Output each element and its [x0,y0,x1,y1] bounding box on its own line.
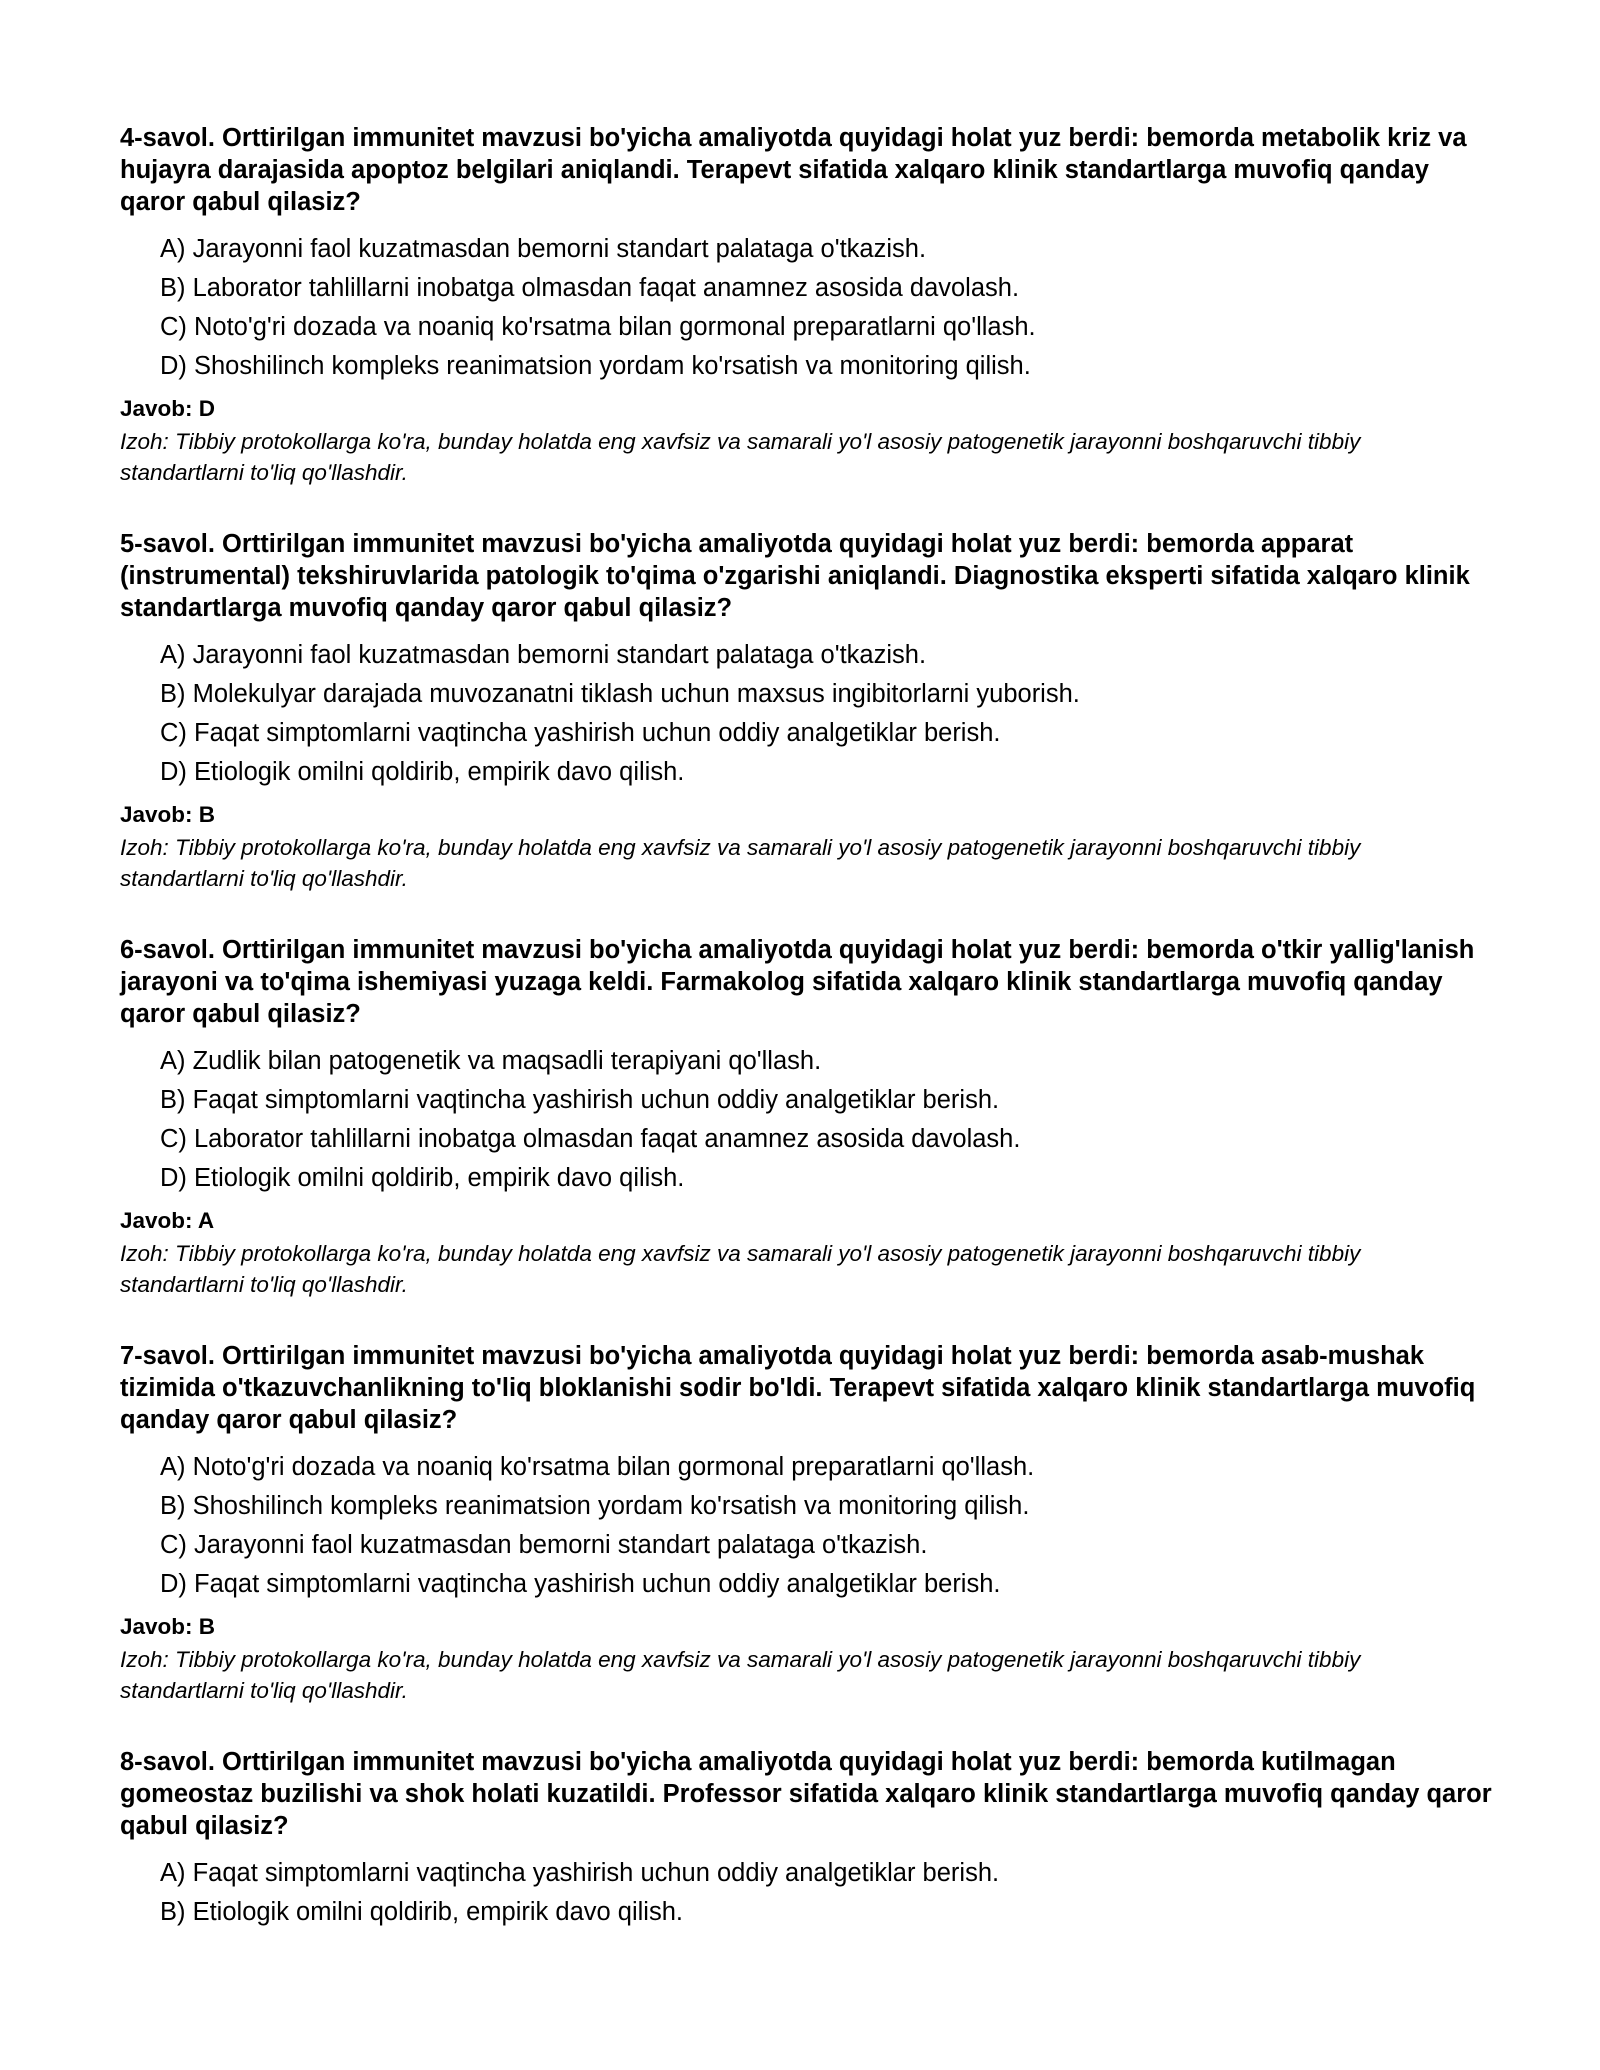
option-c: C) Noto'g'ri dozada va noaniq ko'rsatma bilan gormonal preparatlarni qo'llash. [160,313,1036,341]
option-d: D) Shoshilinch kompleks reanimatsion yordam ko'rsatish va monitoring qilish. [160,352,1031,380]
option-list [120,1042,1500,1198]
option-c: C) Jarayonni faol kuzatmasdan bemorni standart palataga o'tkazish. [160,1531,928,1559]
option-c: C) Faqat simptomlarni vaqtincha yashirish uchun oddiy analgetiklar berish. [160,719,1001,747]
question-text: 4-savol. Orttirilgan immunitet mavzusi bo'yicha amaliyotda quyidagi holat yuz berdi: bemorda metabolik kriz va hujayra darajasida apoptoz belgilari aniqlandi. Terapevt sifatida xalqaro klinik standartlarga muvofiq qanday qaror qabul qilasiz? [120,124,1467,216]
question-text: 6-savol. Orttirilgan immunitet mavzusi bo'yicha amaliyotda quyidagi holat yuz berdi: bemorda o'tkir yallig'lanish jarayoni va to'qima ishemiyasi yuzaga keldi. Farmakolog sifatida xalqaro klinik standartlarga muvofiq qanday qaror qabul qilasiz? [120,936,1475,1028]
option-b: B) Molekulyar darajada muvozanatni tiklash uchun maxsus ingibitorlarni yuborish. [160,680,1080,708]
question-block [120,1746,1500,1932]
explanation-note: Izoh: Tibbiy protokollarga ko'ra, bunday holatda eng xavfsiz va samarali yo'l asosiy patogenetik jarayonni boshqaruvchi tibbiy standartlarni to'liq qo'llashdir. [120,429,1361,485]
option-a: A) Noto'g'ri dozada va noaniq ko'rsatma bilan gormonal preparatlarni qo'llash. [160,1453,1035,1481]
option-b: B) Etiologik omilni qoldirib, empirik davo qilish. [160,1898,683,1926]
explanation-note: Izoh: Tibbiy protokollarga ko'ra, bunday holatda eng xavfsiz va samarali yo'l asosiy patogenetik jarayonni boshqaruvchi tibbiy standartlarni to'liq qo'llashdir. [120,1647,1361,1703]
option-b: B) Faqat simptomlarni vaqtincha yashirish uchun oddiy analgetiklar berish. [160,1086,1000,1114]
option-list [120,230,1500,386]
option-list [120,1448,1500,1604]
option-d: D) Etiologik omilni qoldirib, empirik davo qilish. [160,758,685,786]
option-a: A) Faqat simptomlarni vaqtincha yashirish uchun oddiy analgetiklar berish. [160,1859,1000,1887]
option-d: D) Etiologik omilni qoldirib, empirik davo qilish. [160,1164,685,1192]
document-page [120,122,1500,1972]
answer-label: Javob: B [120,802,216,827]
question-block [120,934,1500,1300]
option-b: B) Shoshilinch kompleks reanimatsion yordam ko'rsatish va monitoring qilish. [160,1492,1030,1520]
option-a: A) Jarayonni faol kuzatmasdan bemorni standart palataga o'tkazish. [160,641,927,669]
option-d: D) Faqat simptomlarni vaqtincha yashirish uchun oddiy analgetiklar berish. [160,1570,1001,1598]
option-a: A) Zudlik bilan patogenetik va maqsadli terapiyani qo'llash. [160,1047,822,1075]
option-b: B) Laborator tahlillarni inobatga olmasdan faqat anamnez asosida davolash. [160,274,1020,302]
option-list [120,1854,1500,1932]
question-text: 7-savol. Orttirilgan immunitet mavzusi bo'yicha amaliyotda quyidagi holat yuz berdi: bemorda asab-mushak tizimida o'tkazuvchanlikning to'liq bloklanishi sodir bo'ldi. Terapevt sifatida xalqaro klinik standartlarga muvofiq qanday qaror qabul qilasiz? [120,1342,1476,1434]
explanation-note: Izoh: Tibbiy protokollarga ko'ra, bunday holatda eng xavfsiz va samarali yo'l asosiy patogenetik jarayonni boshqaruvchi tibbiy standartlarni to'liq qo'llashdir. [120,1241,1361,1297]
question-block [120,122,1500,488]
option-a: A) Jarayonni faol kuzatmasdan bemorni standart palataga o'tkazish. [160,235,927,263]
question-block [120,1340,1500,1706]
question-text: 8-savol. Orttirilgan immunitet mavzusi bo'yicha amaliyotda quyidagi holat yuz berdi: bemorda kutilmagan gomeostaz buzilishi va shok holati kuzatildi. Professor sifatida xalqaro klinik standartlarga muvofiq qanday qaror qabul qilasiz? [120,1748,1492,1840]
question-block [120,528,1500,894]
answer-label: Javob: D [120,396,216,421]
option-list [120,636,1500,792]
explanation-note: Izoh: Tibbiy protokollarga ko'ra, bunday holatda eng xavfsiz va samarali yo'l asosiy patogenetik jarayonni boshqaruvchi tibbiy standartlarni to'liq qo'llashdir. [120,835,1361,891]
answer-label: Javob: A [120,1208,215,1233]
answer-label: Javob: B [120,1614,216,1639]
question-text: 5-savol. Orttirilgan immunitet mavzusi bo'yicha amaliyotda quyidagi holat yuz berdi: bemorda apparat (instrumental) tekshiruvlarida patologik to'qima o'zgarishi aniqlandi. Diagnostika eksperti sifatida xalqaro klinik standartlarga muvofiq qanday qaror qabul qilasiz? [120,530,1470,622]
option-c: C) Laborator tahlillarni inobatga olmasdan faqat anamnez asosida davolash. [160,1125,1021,1153]
